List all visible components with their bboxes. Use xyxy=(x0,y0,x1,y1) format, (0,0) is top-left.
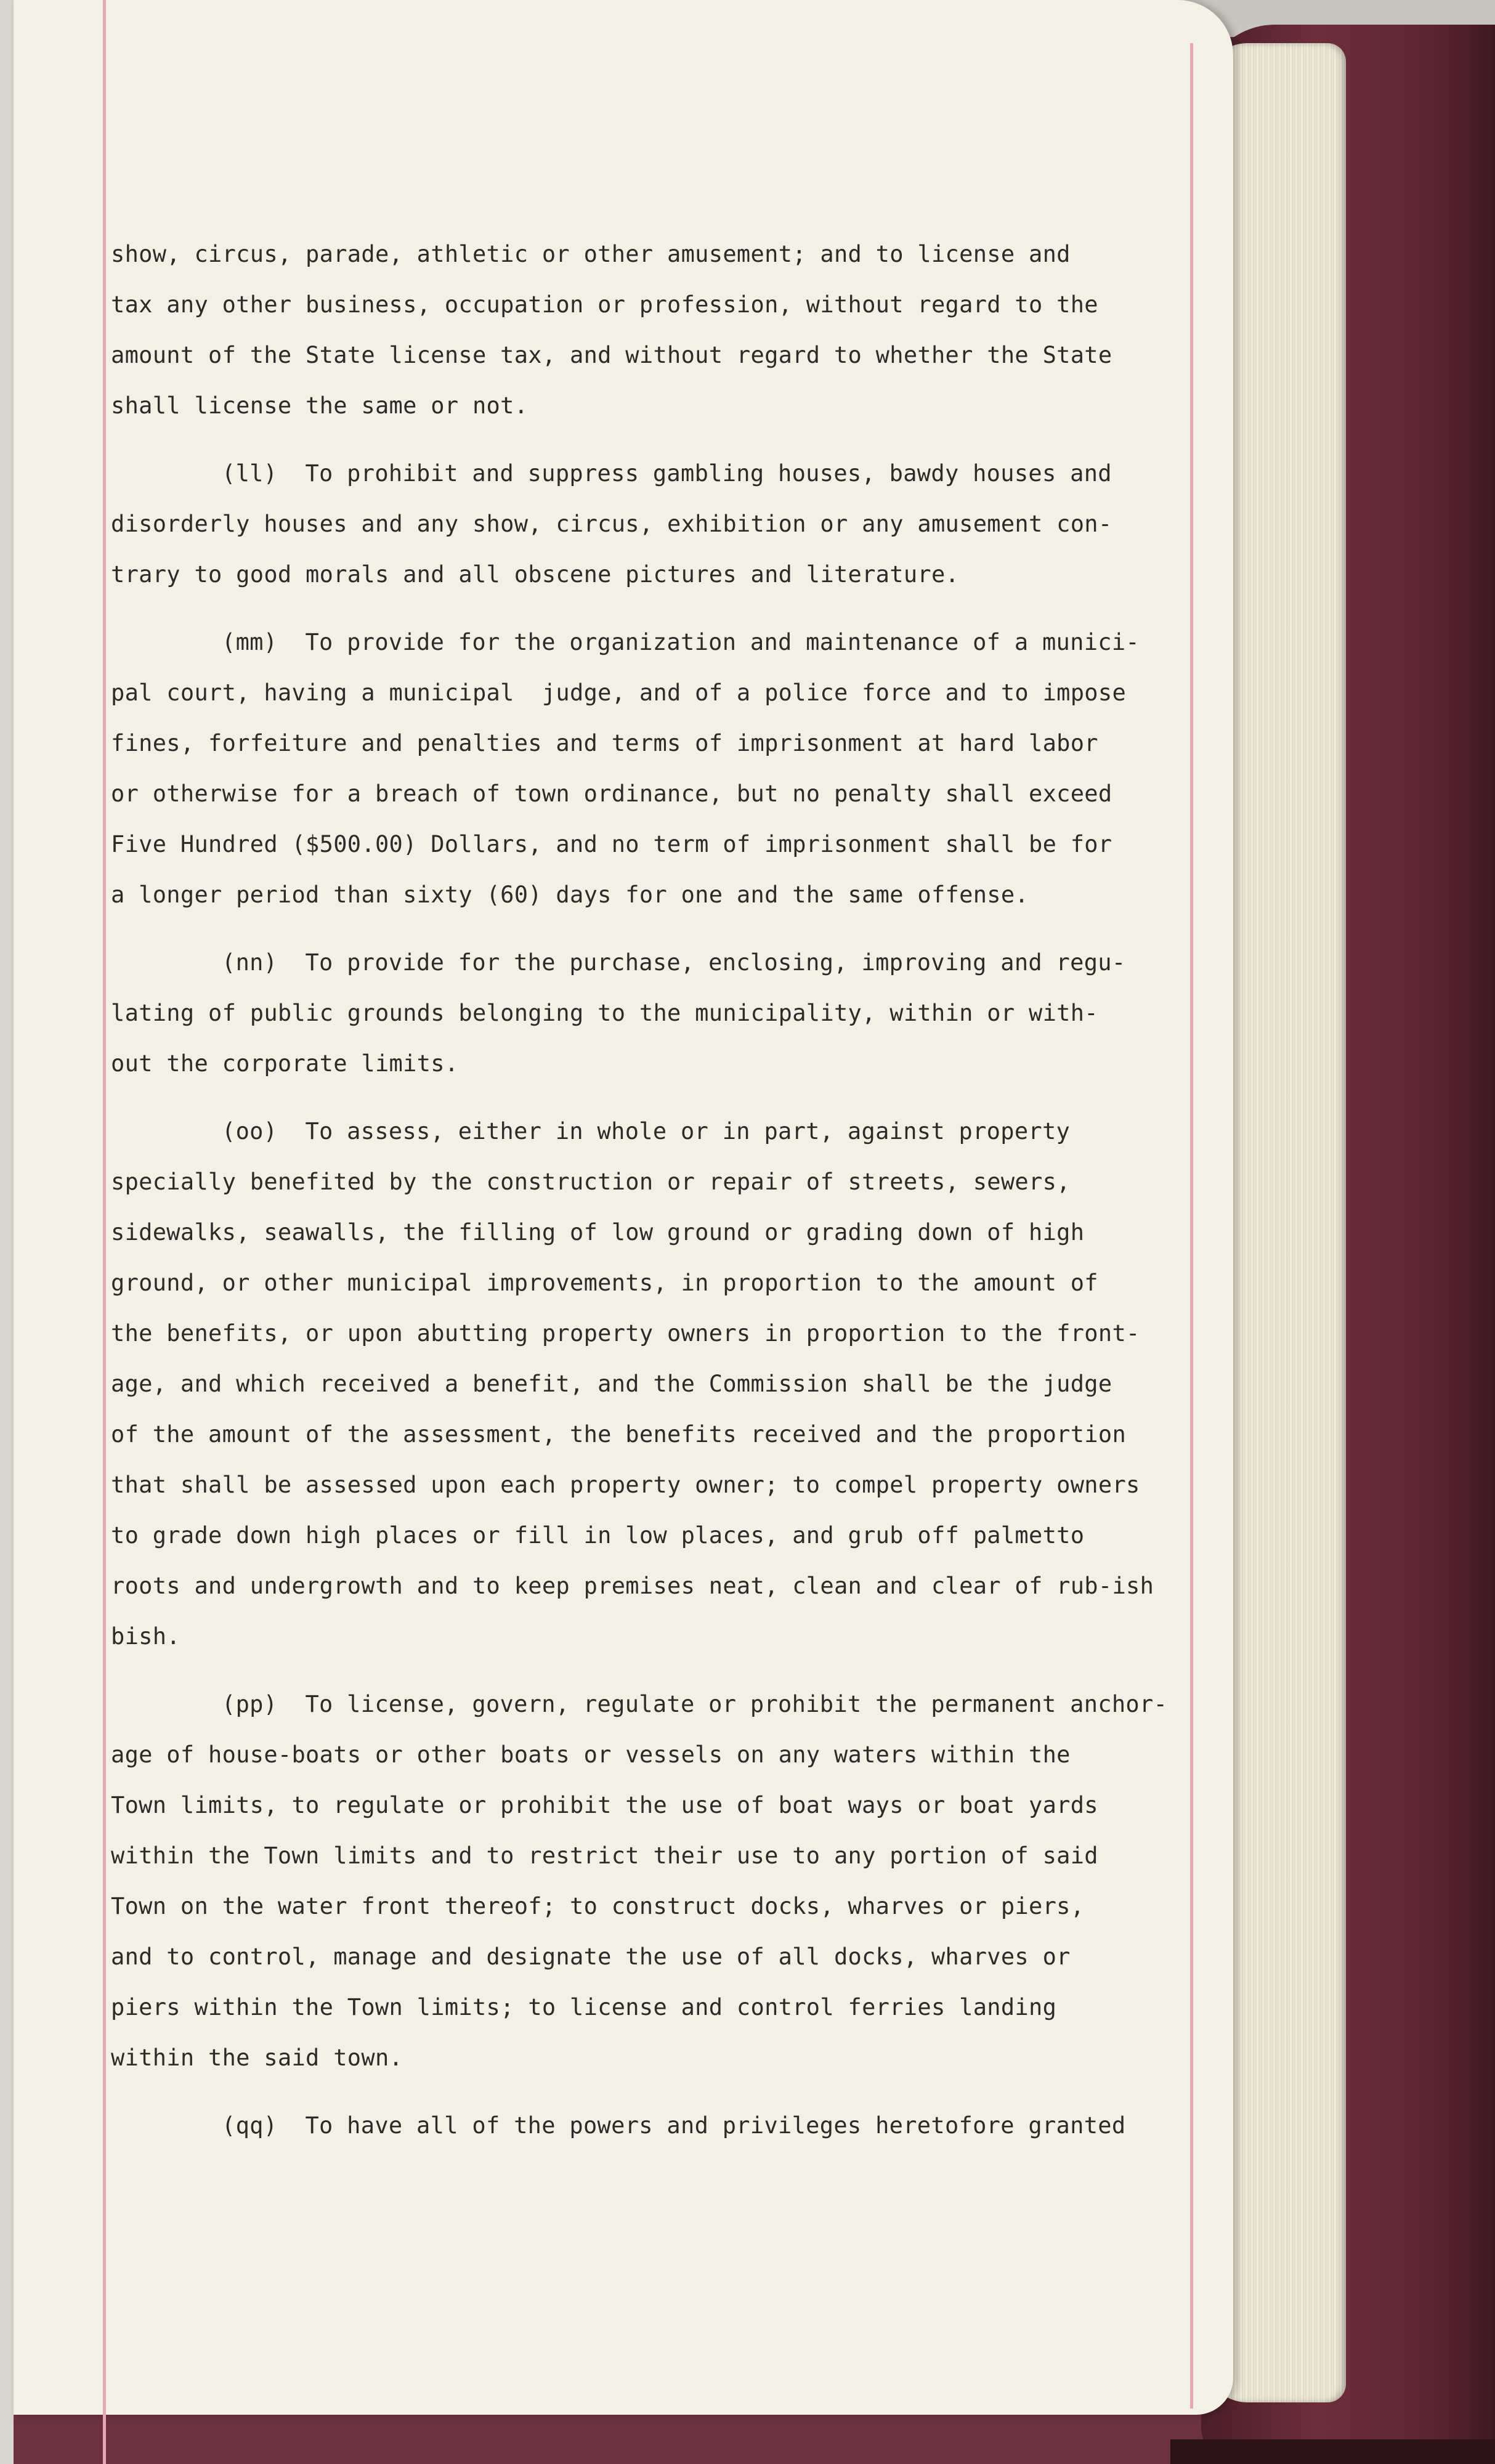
text-line: to grade down high places or fill in low places, and grub off palmetto xyxy=(111,1522,1085,1549)
text-line: out the corporate limits. xyxy=(111,1050,459,1077)
text-line: Five Hundred ($500.00) Dollars, and no term of imprisonment shall be for xyxy=(111,831,1112,857)
text-line: (ll) To prohibit and suppress gambling houses, bawdy houses and xyxy=(222,460,1112,487)
text-line: (nn) To provide for the purchase, enclosing, improving and regu- xyxy=(222,949,1126,976)
text-line: disorderly houses and any show, circus, exhibition or any amusement con- xyxy=(111,511,1112,537)
text-line: trary to good morals and all obscene pictures and literature. xyxy=(111,561,960,588)
text-line: age of house-boats or other boats or vessels on any waters within the xyxy=(111,1741,1071,1768)
typed-text-block xyxy=(111,229,1220,2151)
text-line: bish. xyxy=(111,1623,180,1650)
text-line: sidewalks, seawalls, the filling of low ground or grading down of high xyxy=(111,1219,1085,1246)
text-line: that shall be assessed upon each property owner; to compel property owners xyxy=(111,1472,1140,1498)
text-line: shall license the same or not. xyxy=(111,392,529,419)
text-line: tax any other business, occupation or profession, without regard to the xyxy=(111,291,1098,318)
text-line: piers within the Town limits; to license and control ferries landing xyxy=(111,1994,1057,2020)
text-line: pal court, having a municipal judge, and of a police force and to impose xyxy=(111,679,1127,706)
text-line: amount of the State license tax, and without regard to whether the State xyxy=(111,342,1112,368)
text-line: within the Town limits and to restrict their use to any portion of said xyxy=(111,1842,1098,1869)
text-line: lating of public grounds belonging to the municipality, within or with- xyxy=(111,1000,1098,1026)
text-line: fines, forfeiture and penalties and terms of imprisonment at hard labor xyxy=(111,730,1098,756)
left-margin-rule xyxy=(103,0,106,2464)
text-line: or otherwise for a breach of town ordinance, but no penalty shall exceed xyxy=(111,780,1112,807)
text-line: age, and which received a benefit, and the Commission shall be the judge xyxy=(111,1371,1112,1397)
text-line: specially benefited by the construction or repair of streets, sewers, xyxy=(111,1169,1071,1195)
text-line: Town limits, to regulate or prohibit the use of boat ways or boat yards xyxy=(111,1792,1098,1818)
text-line: of the amount of the assessment, the benefits received and the proportion xyxy=(111,1421,1127,1448)
text-line: (qq) To have all of the powers and privileges heretofore granted xyxy=(222,2112,1126,2139)
text-line: roots and undergrowth and to keep premises neat, clean and clear of rub-ish xyxy=(111,1573,1154,1599)
text-line: a longer period than sixty (60) days for one and the same offense. xyxy=(111,881,1029,908)
binding-gutter xyxy=(0,0,14,2464)
text-line: within the said town. xyxy=(111,2045,403,2071)
text-line: show, circus, parade, athletic or other amusement; and to license and xyxy=(111,241,1071,267)
text-line: (oo) To assess, either in whole or in part, against property xyxy=(222,1118,1071,1145)
text-line: the benefits, or upon abutting property owners in proportion to the front- xyxy=(111,1320,1140,1347)
text-line: (mm) To provide for the organization and maintenance of a munici- xyxy=(222,629,1140,655)
text-line: Town on the water front thereof; to construct docks, wharves or piers, xyxy=(111,1893,1085,1919)
text-line: (pp) To license, govern, regulate or prohibit the permanent anchor- xyxy=(222,1691,1168,1717)
text-line: and to control, manage and designate the use of all docks, wharves or xyxy=(111,1943,1071,1970)
text-line: ground, or other municipal improvements, in proportion to the amount of xyxy=(111,1270,1098,1296)
background-bottom xyxy=(1170,2439,1495,2464)
